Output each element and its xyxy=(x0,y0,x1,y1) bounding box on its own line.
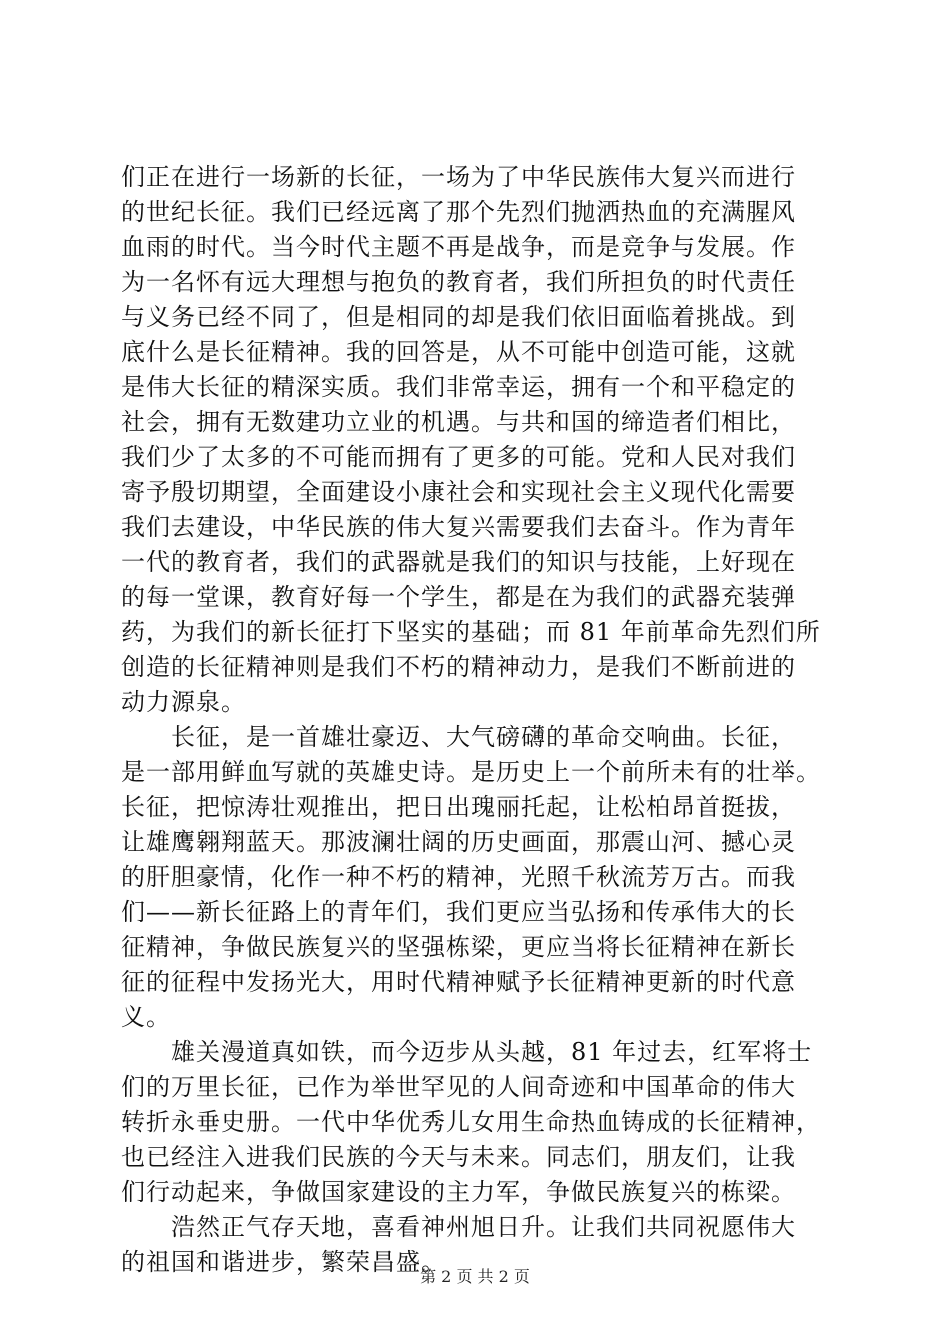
text-line: 长征，把惊涛壮观推出，把日出瑰丽托起，让松柏昂首挺拔， xyxy=(121,793,796,821)
text-line: 血雨的时代。当今时代主题不再是战争，而是竞争与发展。作 xyxy=(121,233,796,261)
text-line: 征的征程中发扬光大，用时代精神赋予长征精神更新的时代意 xyxy=(121,968,796,996)
text-line: 浩然正气存天地，喜看神州旭日升。让我们共同祝愿伟大 xyxy=(171,1213,796,1241)
text-line: 为一名怀有远大理想与抱负的教育者，我们所担负的时代责任 xyxy=(121,268,796,296)
text-line: 寄予殷切期望，全面建设小康社会和实现社会主义现代化需要 xyxy=(121,478,796,506)
text-line: 创造的长征精神则是我们不朽的精神动力，是我们不断前进的 xyxy=(121,653,796,681)
text-line: 一代的教育者，我们的武器就是我们的知识与技能，上好现在 xyxy=(121,548,796,576)
text-line: 的每一堂课，教育好每一个学生，都是在为我们的武器充装弹 xyxy=(121,583,796,611)
text-line: 药，为我们的新长征打下坚实的基础；而 81 年前革命先烈们所 xyxy=(121,618,821,646)
text-line: 是一部用鲜血写就的英雄史诗。是历史上一个前所未有的壮举。 xyxy=(121,758,821,786)
document-body xyxy=(121,160,831,1280)
text-line: 我们去建设，中华民族的伟大复兴需要我们去奋斗。作为青年 xyxy=(121,513,796,541)
paragraph-2 xyxy=(121,720,831,1035)
text-line: 雄关漫道真如铁，而今迈步从头越，81 年过去，红军将士 xyxy=(171,1038,813,1066)
text-line: 转折永垂史册。一代中华优秀儿女用生命热血铸成的长征精神， xyxy=(121,1108,821,1136)
text-line: 的世纪长征。我们已经远离了那个先烈们抛洒热血的充满腥风 xyxy=(121,198,796,226)
text-line: 义。 xyxy=(121,1003,171,1031)
text-line: 也已经注入进我们民族的今天与未来。同志们，朋友们，让我 xyxy=(121,1143,796,1171)
text-line: 动力源泉。 xyxy=(121,688,246,716)
text-line: 们行动起来，争做国家建设的主力军，争做民族复兴的栋梁。 xyxy=(121,1178,796,1206)
text-line: 让雄鹰翱翔蓝天。那波澜壮阔的历史画面，那震山河、撼心灵 xyxy=(121,828,796,856)
text-line: 底什么是长征精神。我的回答是，从不可能中创造可能，这就 xyxy=(121,338,796,366)
text-line: 我们少了太多的不可能而拥有了更多的可能。党和人民对我们 xyxy=(121,443,796,471)
text-line: 的祖国和谐进步，繁荣昌盛。 xyxy=(121,1248,446,1276)
text-line: 们——新长征路上的青年们，我们更应当弘扬和传承伟大的长 xyxy=(121,898,796,926)
text-line: 社会，拥有无数建功立业的机遇。与共和国的缔造者们相比， xyxy=(121,408,796,436)
text-line: 是伟大长征的精深实质。我们非常幸运，拥有一个和平稳定的 xyxy=(121,373,796,401)
text-line: 征精神，争做民族复兴的坚强栋梁，更应当将长征精神在新长 xyxy=(121,933,796,961)
page-number-footer: 第 2 页 共 2 页 xyxy=(420,1267,530,1286)
paragraph-3 xyxy=(121,1035,831,1210)
text-line: 们正在进行一场新的长征，一场为了中华民族伟大复兴而进行 xyxy=(121,163,796,191)
text-line: 长征，是一首雄壮豪迈、大气磅礴的革命交响曲。长征， xyxy=(171,723,796,751)
text-line: 们的万里长征，已作为举世罕见的人间奇迹和中国革命的伟大 xyxy=(121,1073,796,1101)
text-line: 与义务已经不同了，但是相同的却是我们依旧面临着挑战。到 xyxy=(121,303,796,331)
text-line: 的肝胆豪情，化作一种不朽的精神，光照千秋流芳万古。而我 xyxy=(121,863,796,891)
paragraph-1 xyxy=(121,160,831,720)
